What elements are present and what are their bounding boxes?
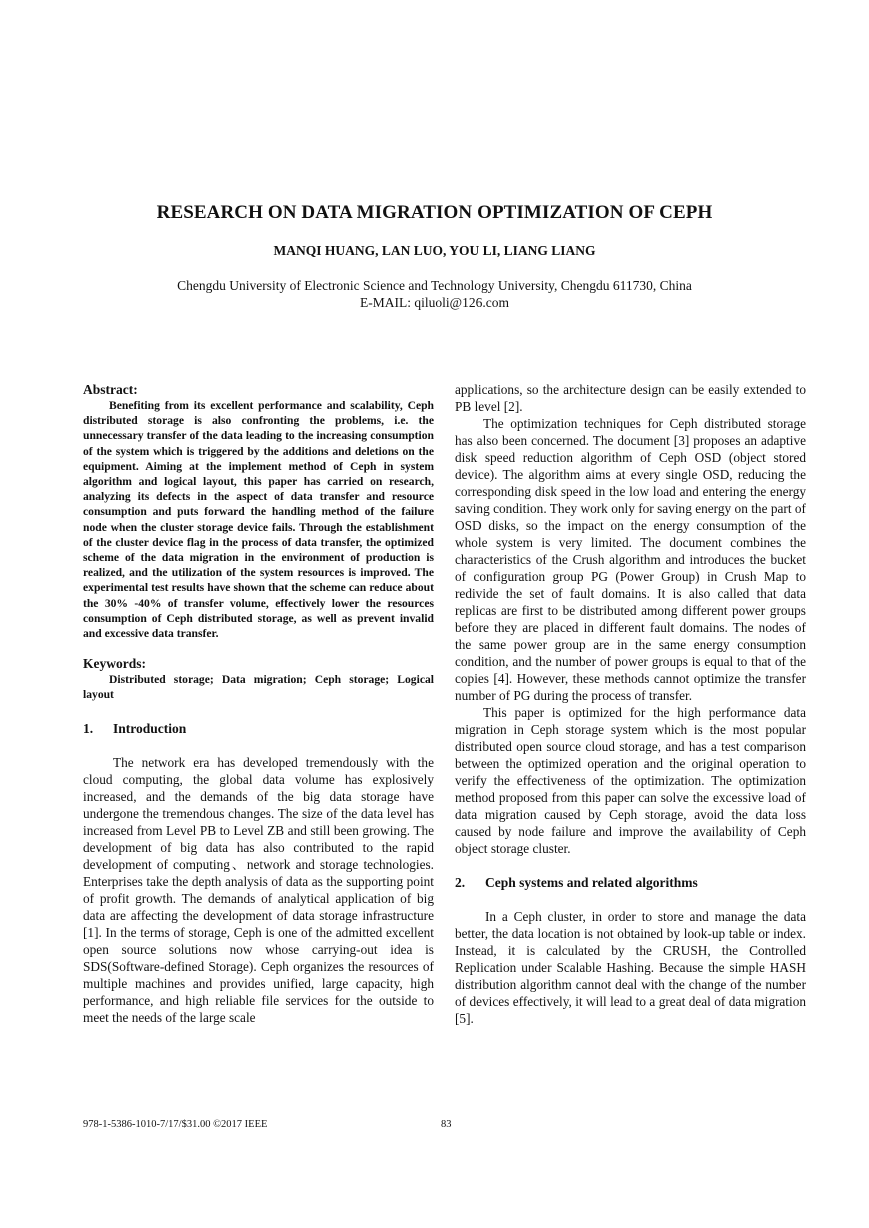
section-1-paragraph-2: The optimization techniques for Ceph distributed storage has also been concerned. The document [3] proposes an adaptive disk speed reduction algorithm of Ceph OSD (object stored device). The algorithm aims at every single OSD, reducing the corresponding disk speed in the low load and entering the energy saving condition. They work only for saving energy on the part of OSD disks, so the impact on the energy consumption of the whole system is very limited. The document combines the characteristics of the Crush algorithm and introduces the bucket of configuration group PG (Power Group) in Crush Map to redivide the set of fault domains. It is also called that data replicas are first to be distributed among different power groups before they are placed in different fault domains. The nodes of the same power group are in the same energy consumption condition, and the number of power groups is equal to that of the copies [4]. However, these methods cannot optimize the transfer number of PG during the process of transfer. <box>455 416 806 703</box>
section-1-title: Introduction <box>113 720 187 736</box>
abstract-body: Benefiting from its excellent performance and scalability, Ceph distributed storage is also confronting the problems, i.e. the unnecessary transfer of the data leading to the increasing consumption of the system which is triggered by the additions and deletions on the equipment. Aiming at the implement method of Ceph in system algorithm and logical layout, this paper has carried on research, analyzing its defects in the aspect of data transfer and resource consumption and puts forward the handling method of the failure node when the cluster storage device fails. Through the establishment of the cluster device flag in the process of data transfer, the optimized scheme of the data migration in the environment of production is realized, and the utilization of the system resources is improved. The experimental test results have shown that the scheme can reduce about the 30% -40% of transfer volume, effectively lower the resources consumption of Ceph distributed storage, as well as prevent invalid and excessive data transfer. <box>83 399 434 641</box>
affiliation: Chengdu University of Electronic Science and Technology University, Chengdu 611730, China <box>177 278 692 293</box>
abstract-heading: Abstract: <box>83 382 138 397</box>
section-2-number: 2. <box>455 875 466 890</box>
section-2-paragraph-1: In a Ceph cluster, in order to store and manage the data better, the data location is not obtained by look-up table or index. Instead, it is calculated by the CRUSH, the Controlled Replication under Scalable Hashing. Because the simple HASH distribution algorithm cannot deal with the change of the number of devices effectively, it will lead to a great deal of data migration [5]. <box>455 909 806 1026</box>
section-2-title: Ceph systems and related algorithms <box>485 875 698 890</box>
keywords-heading: Keywords: <box>83 656 146 672</box>
left-column <box>83 381 434 1026</box>
section-1-paragraph-1: The network era has developed tremendously with the cloud computing, the global data volume has explosively increased, and the demands of the big data storage have undergone the tremendous changes. The size of the data level has increased from Level PB to Level ZB and still been growing. The development of big data has also contributed to the rapid development of computing、network and storage technologies. Enterprises take the depth analysis of data as the supporting point of profit growth. The demands of analytical application of big data are affecting the development of data storage infrastructure [1]. In the terms of storage, Ceph is one of the admitted excellent open source solutions now whose carrying-out idea is SDS(Software-defined Storage). Ceph organizes the resources of multiple machines and provides unified, large capacity, high performance, and high reliable file services for the outside to meet the needs of the large scale <box>83 754 434 1025</box>
paper-title: RESEARCH ON DATA MIGRATION OPTIMIZATION OF CEPH <box>156 202 713 223</box>
footer-isbn: 978-1-5386-1010-7/17/$31.00 ©2017 IEEE <box>83 1119 268 1130</box>
section-2-heading <box>455 874 806 891</box>
keywords-body: Distributed storage; Data migration; Ceph storage; Logical layout <box>83 673 434 702</box>
section-1-heading <box>83 720 434 737</box>
page-number: 83 <box>441 1119 452 1130</box>
affiliation-block <box>0 277 869 311</box>
author-list: MANQI HUANG, LAN LUO, YOU LI, LIANG LIANG <box>273 243 596 258</box>
section-1-paragraph-1-continued: applications, so the architecture design can be easily extended to PB level [2]. <box>455 382 806 414</box>
section-1-paragraph-3: This paper is optimized for the high performance data migration in Ceph storage system which is the most popular distributed open source cloud storage, and has a test comparison between the optimized operation and the original operation to verify the effectiveness of the optimization. The optimization method proposed from this paper can solve the excessive load of data migration caused by Ceph storage, avoid the data loss caused by node failure and improve the availability of Ceph object storage cluster. <box>455 705 806 856</box>
email: E-MAIL: qiluoli@126.com <box>360 295 509 310</box>
right-column <box>455 381 806 1027</box>
section-1-number: 1. <box>83 720 94 736</box>
